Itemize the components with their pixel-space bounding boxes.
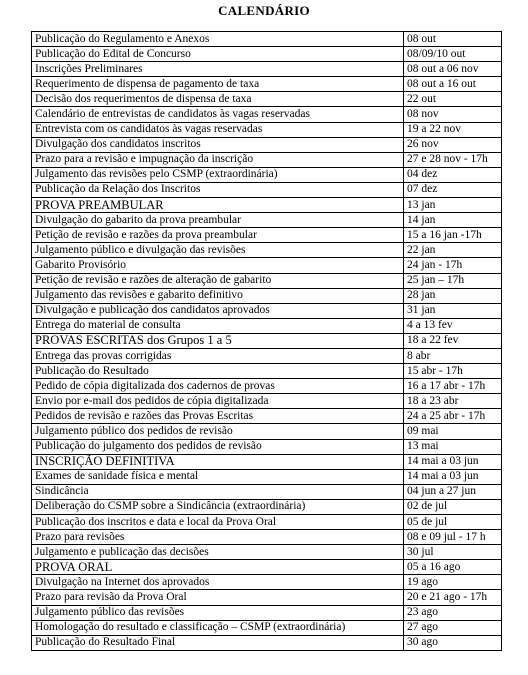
- event-cell: Divulgação e publicação dos candidatos aprovados: [32, 303, 404, 318]
- event-cell: Gabarito Provisório: [32, 258, 404, 273]
- table-row: [32, 530, 502, 545]
- event-cell: Pedidos de revisão e razões das Provas Escritas: [32, 409, 404, 424]
- event-cell: Julgamento das revisões e gabarito definitivo: [32, 288, 404, 303]
- table-row: [32, 288, 502, 303]
- event-cell: Julgamento e publicação das decisões: [32, 545, 404, 560]
- table-row: [32, 545, 502, 560]
- date-cell: 22 out: [404, 92, 502, 107]
- table-row: [32, 484, 502, 499]
- event-cell: Requerimento de dispensa de pagamento de taxa: [32, 77, 404, 92]
- date-cell: 24 jan - 17h: [404, 258, 502, 273]
- date-cell: 8 abr: [404, 348, 502, 363]
- event-cell: PROVA PREAMBULAR: [32, 198, 404, 213]
- table-row: [32, 92, 502, 107]
- date-cell: 15 a 16 jan -17h: [404, 228, 502, 243]
- event-cell: Homologação do resultado e classificação – CSMP (extraordinária): [32, 620, 404, 635]
- date-cell: 27 e 28 nov - 17h: [404, 152, 502, 167]
- date-cell: 05 de jul: [404, 515, 502, 530]
- event-cell: Divulgação dos candidatos inscritos: [32, 137, 404, 152]
- event-cell: Exames de sanidade física e mental: [32, 469, 404, 484]
- table-row: [32, 348, 502, 363]
- date-cell: 22 jan: [404, 243, 502, 258]
- date-cell: 04 dez: [404, 167, 502, 182]
- event-cell: Publicação da Relação dos Inscritos: [32, 182, 404, 197]
- date-cell: 08 e 09 jul - 17 h: [404, 530, 502, 545]
- date-cell: 14 mai a 03 jun: [404, 454, 502, 469]
- table-row: [32, 122, 502, 137]
- page-title: CALENDÁRIO: [218, 3, 310, 18]
- table-row: [32, 167, 502, 182]
- event-cell: Divulgação na Internet dos aprovados: [32, 575, 404, 590]
- date-cell: 27 ago: [404, 620, 502, 635]
- date-cell: 28 jan: [404, 288, 502, 303]
- table-row: [32, 469, 502, 484]
- calendar-table: [31, 31, 502, 651]
- table-row: [32, 243, 502, 258]
- table-row: [32, 137, 502, 152]
- event-cell: Decisão dos requerimentos de dispensa de taxa: [32, 92, 404, 107]
- event-cell: Prazo para a revisão e impugnação da inscrição: [32, 152, 404, 167]
- date-cell: 24 a 25 abr - 17h: [404, 409, 502, 424]
- event-cell: Publicação do Resultado: [32, 364, 404, 379]
- event-cell: Publicação do Resultado Final: [32, 635, 404, 650]
- date-cell: 18 a 23 abr: [404, 394, 502, 409]
- event-cell: Julgamento público dos pedidos de revisão: [32, 424, 404, 439]
- date-cell: 31 jan: [404, 303, 502, 318]
- event-cell: Entrega das provas corrigidas: [32, 348, 404, 363]
- table-row: [32, 32, 502, 47]
- table-row: [32, 258, 502, 273]
- date-cell: 19 a 22 nov: [404, 122, 502, 137]
- table-row: [32, 575, 502, 590]
- event-cell: Pedido de cópia digitalizada dos cadernos de provas: [32, 379, 404, 394]
- date-cell: 20 e 21 ago - 17h: [404, 590, 502, 605]
- table-row: [32, 560, 502, 575]
- event-cell: PROVAS ESCRITAS dos Grupos 1 a 5: [32, 333, 404, 348]
- date-cell: 04 jun a 27 jun: [404, 484, 502, 499]
- date-cell: 4 a 13 fev: [404, 318, 502, 333]
- table-row: [32, 635, 502, 650]
- table-row: [32, 394, 502, 409]
- table-row: [32, 47, 502, 62]
- date-cell: 30 jul: [404, 545, 502, 560]
- table-row: [32, 439, 502, 454]
- date-cell: 13 jan: [404, 198, 502, 213]
- date-cell: 07 dez: [404, 182, 502, 197]
- table-row: [32, 424, 502, 439]
- table-row: [32, 364, 502, 379]
- event-cell: Inscrições Preliminares: [32, 62, 404, 77]
- table-row: [32, 333, 502, 348]
- date-cell: 19 ago: [404, 575, 502, 590]
- event-cell: PROVA ORAL: [32, 560, 404, 575]
- event-cell: Sindicância: [32, 484, 404, 499]
- date-cell: 14 jan: [404, 213, 502, 228]
- event-cell: Entrega do material de consulta: [32, 318, 404, 333]
- table-row: [32, 182, 502, 197]
- date-cell: 14 mai a 03 jun: [404, 469, 502, 484]
- event-cell: Julgamento das revisões pelo CSMP (extraordinária): [32, 167, 404, 182]
- date-cell: 02 de jul: [404, 499, 502, 514]
- date-cell: 30 ago: [404, 635, 502, 650]
- date-cell: 08 out: [404, 32, 502, 47]
- date-cell: 23 ago: [404, 605, 502, 620]
- date-cell: 18 a 22 fev: [404, 333, 502, 348]
- date-cell: 08/09/10 out: [404, 47, 502, 62]
- date-cell: 13 mai: [404, 439, 502, 454]
- event-cell: Envio por e-mail dos pedidos de cópia digitalizada: [32, 394, 404, 409]
- table-row: [32, 213, 502, 228]
- date-cell: 05 a 16 ago: [404, 560, 502, 575]
- date-cell: 08 nov: [404, 107, 502, 122]
- event-cell: Publicação do Regulamento e Anexos: [32, 32, 404, 47]
- event-cell: Deliberação do CSMP sobre a Sindicância (extraordinária): [32, 499, 404, 514]
- event-cell: Publicação do Edital de Concurso: [32, 47, 404, 62]
- event-cell: Julgamento público e divulgação das revisões: [32, 243, 404, 258]
- event-cell: Prazo para revisões: [32, 530, 404, 545]
- date-cell: 08 out a 16 out: [404, 77, 502, 92]
- table-row: [32, 228, 502, 243]
- event-cell: Publicação do julgamento dos pedidos de revisão: [32, 439, 404, 454]
- table-row: [32, 318, 502, 333]
- event-cell: Calendário de entrevistas de candidatos às vagas reservadas: [32, 107, 404, 122]
- table-row: [32, 107, 502, 122]
- table-row: [32, 198, 502, 213]
- table-row: [32, 152, 502, 167]
- event-cell: Publicação dos inscritos e data e local da Prova Oral: [32, 515, 404, 530]
- date-cell: 09 mai: [404, 424, 502, 439]
- event-cell: Entrevista com os candidatos às vagas reservadas: [32, 122, 404, 137]
- table-row: [32, 454, 502, 469]
- event-cell: Julgamento público das revisões: [32, 605, 404, 620]
- table-row: [32, 515, 502, 530]
- table-row: [32, 62, 502, 77]
- table-row: [32, 605, 502, 620]
- event-cell: Prazo para revisão da Prova Oral: [32, 590, 404, 605]
- date-cell: 08 out a 06 nov: [404, 62, 502, 77]
- table-row: [32, 77, 502, 92]
- table-row: [32, 303, 502, 318]
- table-row: [32, 409, 502, 424]
- table-row: [32, 273, 502, 288]
- event-cell: Petição de revisão e razões da prova preambular: [32, 228, 404, 243]
- date-cell: 25 jan – 17h: [404, 273, 502, 288]
- table-row: [32, 620, 502, 635]
- calendar-table-body: [32, 32, 502, 651]
- table-row: [32, 499, 502, 514]
- event-cell: Petição de revisão e razões de alteração de gabarito: [32, 273, 404, 288]
- date-cell: 26 nov: [404, 137, 502, 152]
- table-row: [32, 590, 502, 605]
- table-row: [32, 379, 502, 394]
- event-cell: Divulgação do gabarito da prova preambular: [32, 213, 404, 228]
- date-cell: 16 a 17 abr - 17h: [404, 379, 502, 394]
- date-cell: 15 abr - 17h: [404, 364, 502, 379]
- event-cell: INSCRIÇÃO DEFINITIVA: [32, 454, 404, 469]
